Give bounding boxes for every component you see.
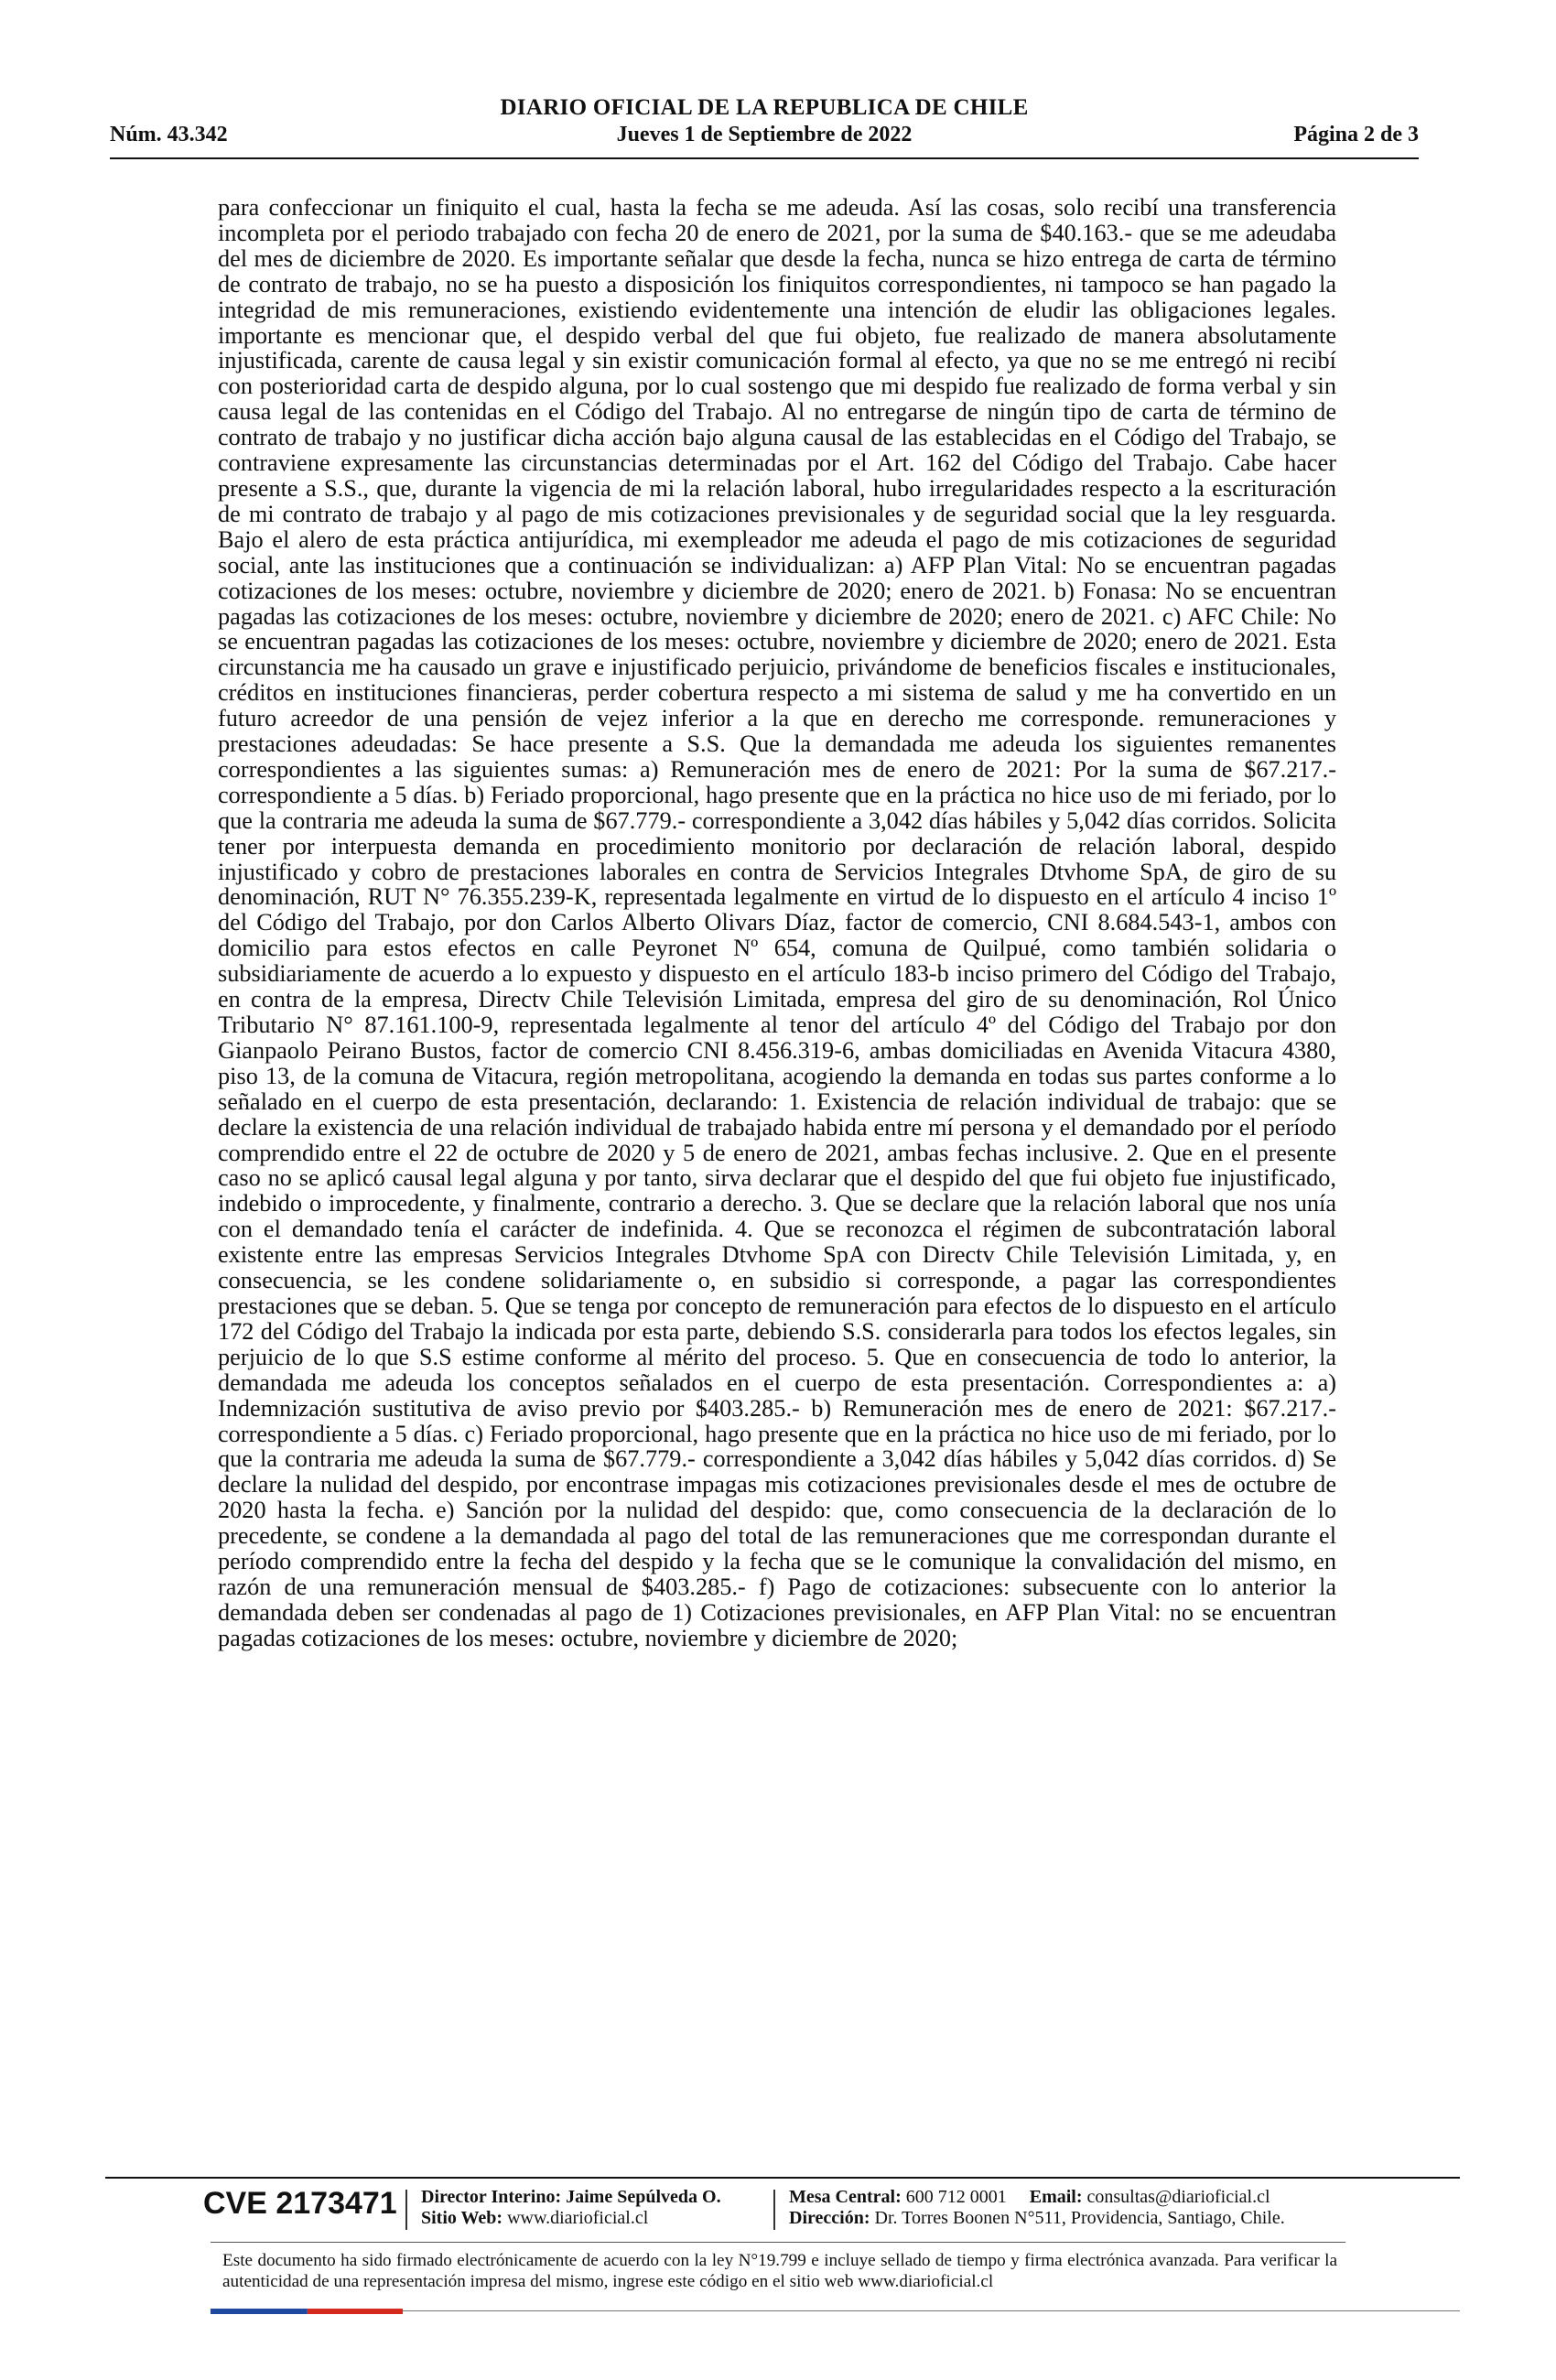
footer-contact-left [421,2187,721,2229]
address-value: Dr. Torres Boonen N°511, Providencia, Santiago, Chile. [874,2208,1285,2228]
mesa-label: Mesa Central: [789,2187,902,2207]
website-link[interactable]: www.diarioficial.cl [507,2208,649,2228]
flag-blue-segment [211,2309,307,2314]
phone-email-line [789,2187,1285,2208]
publication-title: DIARIO OFICIAL DE LA REPUBLICA DE CHILE [500,95,1029,120]
header-divider [110,157,1419,159]
page-header [110,92,1419,156]
footer-divider [105,2177,1460,2179]
document-body: para confeccionar un finiquito el cual, hasta la fecha se me adeuda. Así las cosas, solo recibí una transferencia incompleta por el periodo trabajado con fecha 20 de enero de 2021, por la suma de $40.163.- que se me adeudaba del mes de diciembre de 2020. Es importante señalar que desde la fecha, nunca se hizo entrega de carta de término de contrato de trabajo, no se ha puesto a disposición los finiquitos correspondientes, ni tampoco se han pagado la integridad de mis remuneraciones, existiendo evidentemente una intención de eludir las obligaciones legales. importante es mencionar que, el despido verbal del que fui objeto, fue realizado de manera absolutamente injustificada, carente de causa legal y sin existir comunicación formal al efecto, ya que no se me entregó ni recibí con posterioridad carta de despido alguna, por lo cual sostengo que mi despido fue realizado de forma verbal y sin causa legal de las contenidas en el Código del Trabajo. Al no entregarse de ningún tipo de carta de término de contrato de trabajo y no justificar dicha acción bajo alguna causal de las establecidas en el Código del Trabajo, se contraviene expresamente las circunstancias determinadas por el Art. 162 del Código del Trabajo. Cabe hacer presente a S.S., que, durante la vigencia de mi la relación laboral, hubo irregularidades respecto a la escrituración de mi contrato de trabajo y al pago de mis cotizaciones previsionales y de seguridad social que la ley resguarda. Bajo el alero de esta práctica antijurídica, mi exempleador me adeuda el pago de mis cotizaciones de seguridad social, ante las instituciones que a continuación se individualizan: a) AFP Plan Vital: No se encuentran pagadas cotizaciones de los meses: octubre, noviembre y diciembre de 2020; enero de 2021. b) Fonasa: No se encuentran pagadas las cotizaciones de los meses: octubre, noviembre y diciembre de 2020; enero de 2021. c) AFC Chile: No se encuentran pagadas las cotizaciones de los meses: octubre, noviembre y diciembre de 2020; enero de 2021. Esta circunstancia me ha causado un grave e injustificado perjuicio, privándome de beneficios fiscales e institucionales, créditos en instituciones financieras, perder cobertura respecto a mi sistema de salud y me ha convertido en un futuro acreedor de una pensión de vejez inferior a la que en derecho me corresponde. remuneraciones y prestaciones adeudadas: Se hace presente a S.S. Que la demandada me adeuda los siguientes remanentes correspondientes a las siguientes sumas: a) Remuneración mes de enero de 2021: Por la suma de $67.217.- correspondiente a 5 días. b) Feriado proporcional, hago presente que en la práctica no hice uso de mi feriado, por lo que la contraria me adeuda la suma de $67.779.- correspondiente a 3,042 días hábiles y 5,042 días corridos. Solicita tener por interpuesta demanda en procedimiento monitorio por declaración de relación laboral, despido injustificado y cobro de prestaciones laborales en contra de Servicios Integrales Dtvhome SpA, de giro de su denominación, RUT N° 76.355.239-K, representada legalmente en virtud de lo dispuesto en el artículo 4 inciso 1º del Código del Trabajo, por don Carlos Alberto Olivars Díaz, factor de comercio, CNI 8.684.543-1, ambos con domicilio para estos efectos en calle Peyronet Nº 654, comuna de Quilpué, como también solidaria o subsidiariamente de acuerdo a lo expuesto y dispuesto en el artículo 183-b inciso primero del Código del Trabajo, en contra de la empresa, Directv Chile Televisión Limitada, empresa del giro de su denominación, Rol Único Tributario N° 87.161.100-9, representada legalmente al tenor del artículo 4º del Código del Trabajo por don Gianpaolo Peirano Bustos, factor de comercio CNI 8.456.319-6, ambas domiciliadas en Avenida Vitacura 4380, piso 13, de la comuna de Vitacura, región metropolitana, acogiendo la demanda en todas sus partes conforme a lo señalado en el cuerpo de esta presentación, declarando: 1. Existencia de relación individual de trabajo: que se declare la existencia de una relación individual de trabajado habida entre mí persona y el demandado por el período comprendido entre el 22 de octubre de 2020 y 5 de enero de 2021, ambas fechas inclusive. 2. Que en el presente caso no se aplicó causal legal alguna y por tanto, sirva declarar que el despido del que fui objeto fue injustificado, indebido o improcedente, y finalmente, contrario a derecho. 3. Que se declare que la relación laboral que nos unía con el demandado tenía el carácter de indefinida. 4. Que se reconozca el régimen de subcontratación laboral existente entre las empresas Servicios Integrales Dtvhome SpA con Directv Chile Televisión Limitada, y, en consecuencia, se les condene solidariamente o, en subsidio si corresponde, a pagar las correspondientes prestaciones que se deban. 5. Que se tenga por concepto de remuneración para efectos de lo dispuesto en el artículo 172 del Código del Trabajo la indicada por esta parte, debiendo S.S. considerarla para todos los efectos legales, sin perjuicio de lo que S.S estime conforme al mérito del proceso. 5. Que en consecuencia de todo lo anterior, la demandada me adeuda los conceptos señalados en el cuerpo de esta presentación. Correspondientes a: a) Indemnización sustitutiva de aviso previo por $403.285.- b) Remuneración mes de enero de 2021: $67.217.- correspondiente a 5 días. c) Feriado proporcional, hago presente que en la práctica no hice uso de mi feriado, por lo que la contraria me adeuda la suma de $67.779.- correspondiente a 3,042 días hábiles y 5,042 días corridos. d) Se declare la nulidad del despido, por encontrase impagas mis cotizaciones previsionales desde el mes de octubre de 2020 hasta la fecha. e) Sanción por la nulidad del despido: que, como consecuencia de la declaración de lo precedente, se condene a la demandada al pago del total de las remuneraciones que me correspondan durante el período comprendido entre la fecha del despido y la fecha que se le comunique la convalidación del mismo, en razón de una remuneración mensual de $403.285.- f) Pago de cotizaciones: subsecuente con lo anterior la demandada deben ser condenadas al pago de 1) Cotizaciones previsionales, en AFP Plan Vital: no se encuentran pagadas cotizaciones de los meses: octubre, noviembre y diciembre de 2020; [218,194,1336,1651]
mesa-phone: 600 712 0001 [905,2187,1007,2207]
publication-date: Jueves 1 de Septiembre de 2022 [616,123,913,146]
cve-code: CVE 2173471 [203,2186,397,2221]
chile-flag-stripe [211,2309,403,2314]
bottom-divider [403,2310,1460,2311]
website-label: Sitio Web: [421,2208,503,2228]
director-label: Director Interino: [421,2187,562,2207]
footer-separator [773,2190,775,2230]
director-line [421,2187,721,2208]
footer-separator [405,2190,407,2230]
address-line [789,2208,1285,2229]
director-name: Jaime Sepúlveda O. [566,2187,721,2207]
footer-contact-right [789,2187,1285,2229]
notice-divider [211,2242,1345,2243]
signature-notice: Este documento ha sido firmado electrónicamente de acuerdo con la ley N°19.799 e incluye sellado de tiempo y firma electrónica avanzada. Para verificar la autenticidad de una representación impresa del mismo, ingrese este código en el sitio web www.diarioficial.cl [222,2251,1337,2291]
address-label: Dirección: [789,2208,870,2228]
page-indicator: Página 2 de 3 [1293,123,1419,146]
website-line [421,2208,721,2229]
email-link[interactable]: consultas@diarioficial.cl [1086,2187,1270,2207]
email-label: Email: [1029,2187,1083,2207]
issue-number: Núm. 43.342 [110,123,228,146]
flag-red-segment [307,2309,403,2314]
